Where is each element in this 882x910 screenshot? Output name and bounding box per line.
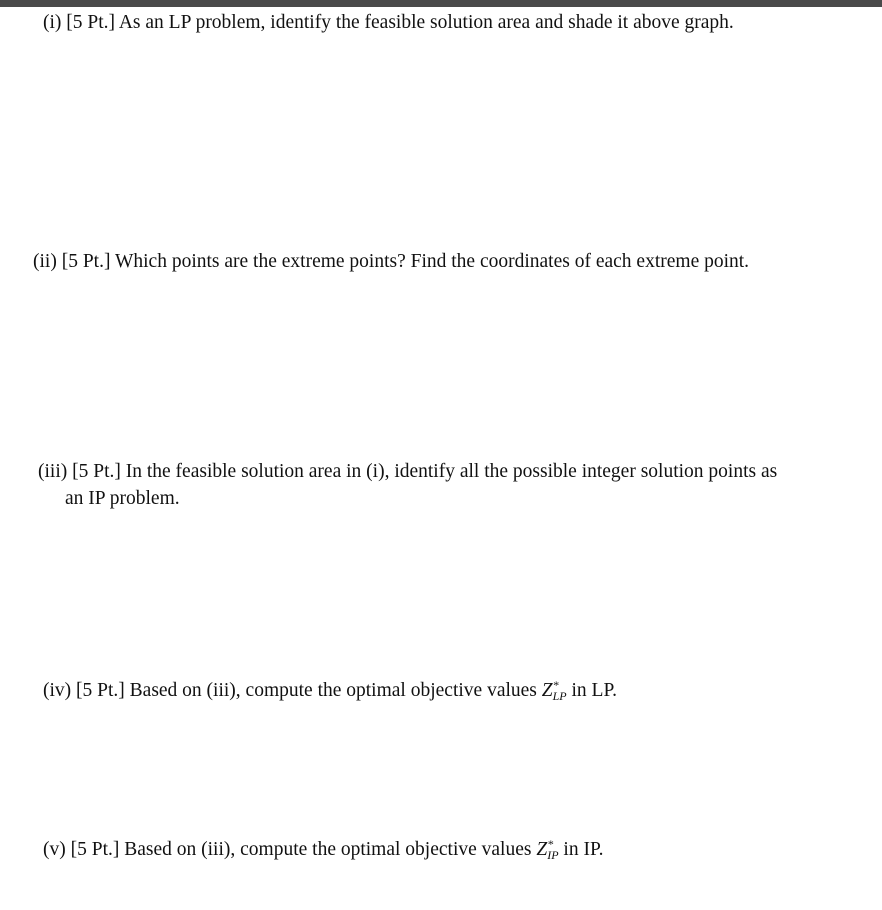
question-i — [43, 9, 734, 36]
question-v-math — [536, 839, 558, 860]
question-iv-text-after: in LP. — [566, 680, 618, 701]
question-iv-math — [542, 680, 567, 701]
top-toolbar-strip — [0, 0, 882, 7]
question-iv-text-before: (iv) [5 Pt.] Based on (iii), compute the optimal objective values — [43, 680, 542, 701]
question-iv — [43, 672, 617, 710]
math-subscript: LP — [552, 689, 567, 703]
math-superscript: * — [547, 837, 554, 851]
question-iii — [38, 458, 777, 512]
question-ii-text: (ii) [5 Pt.] Which points are the extreme points? Find the coordinates of each extreme point. — [33, 251, 750, 272]
question-v-text-after: in IP. — [558, 839, 604, 860]
math-variable: Z — [541, 680, 553, 701]
question-v-text-before: (v) [5 Pt.] Based on (iii), compute the optimal objective values — [43, 839, 537, 860]
question-v — [43, 831, 604, 869]
math-variable: Z — [536, 839, 548, 860]
question-i-text: (i) [5 Pt.] As an LP problem, identify the feasible solution area and shade it above graph. — [43, 12, 734, 33]
question-iii-line1: (iii) [5 Pt.] In the feasible solution area in (i), identify all the possible integer solution points as — [38, 461, 778, 482]
math-superscript: * — [552, 678, 559, 692]
question-iii-line2: an IP problem. — [65, 488, 180, 509]
math-subscript: IP — [547, 848, 559, 862]
question-ii — [33, 248, 749, 275]
